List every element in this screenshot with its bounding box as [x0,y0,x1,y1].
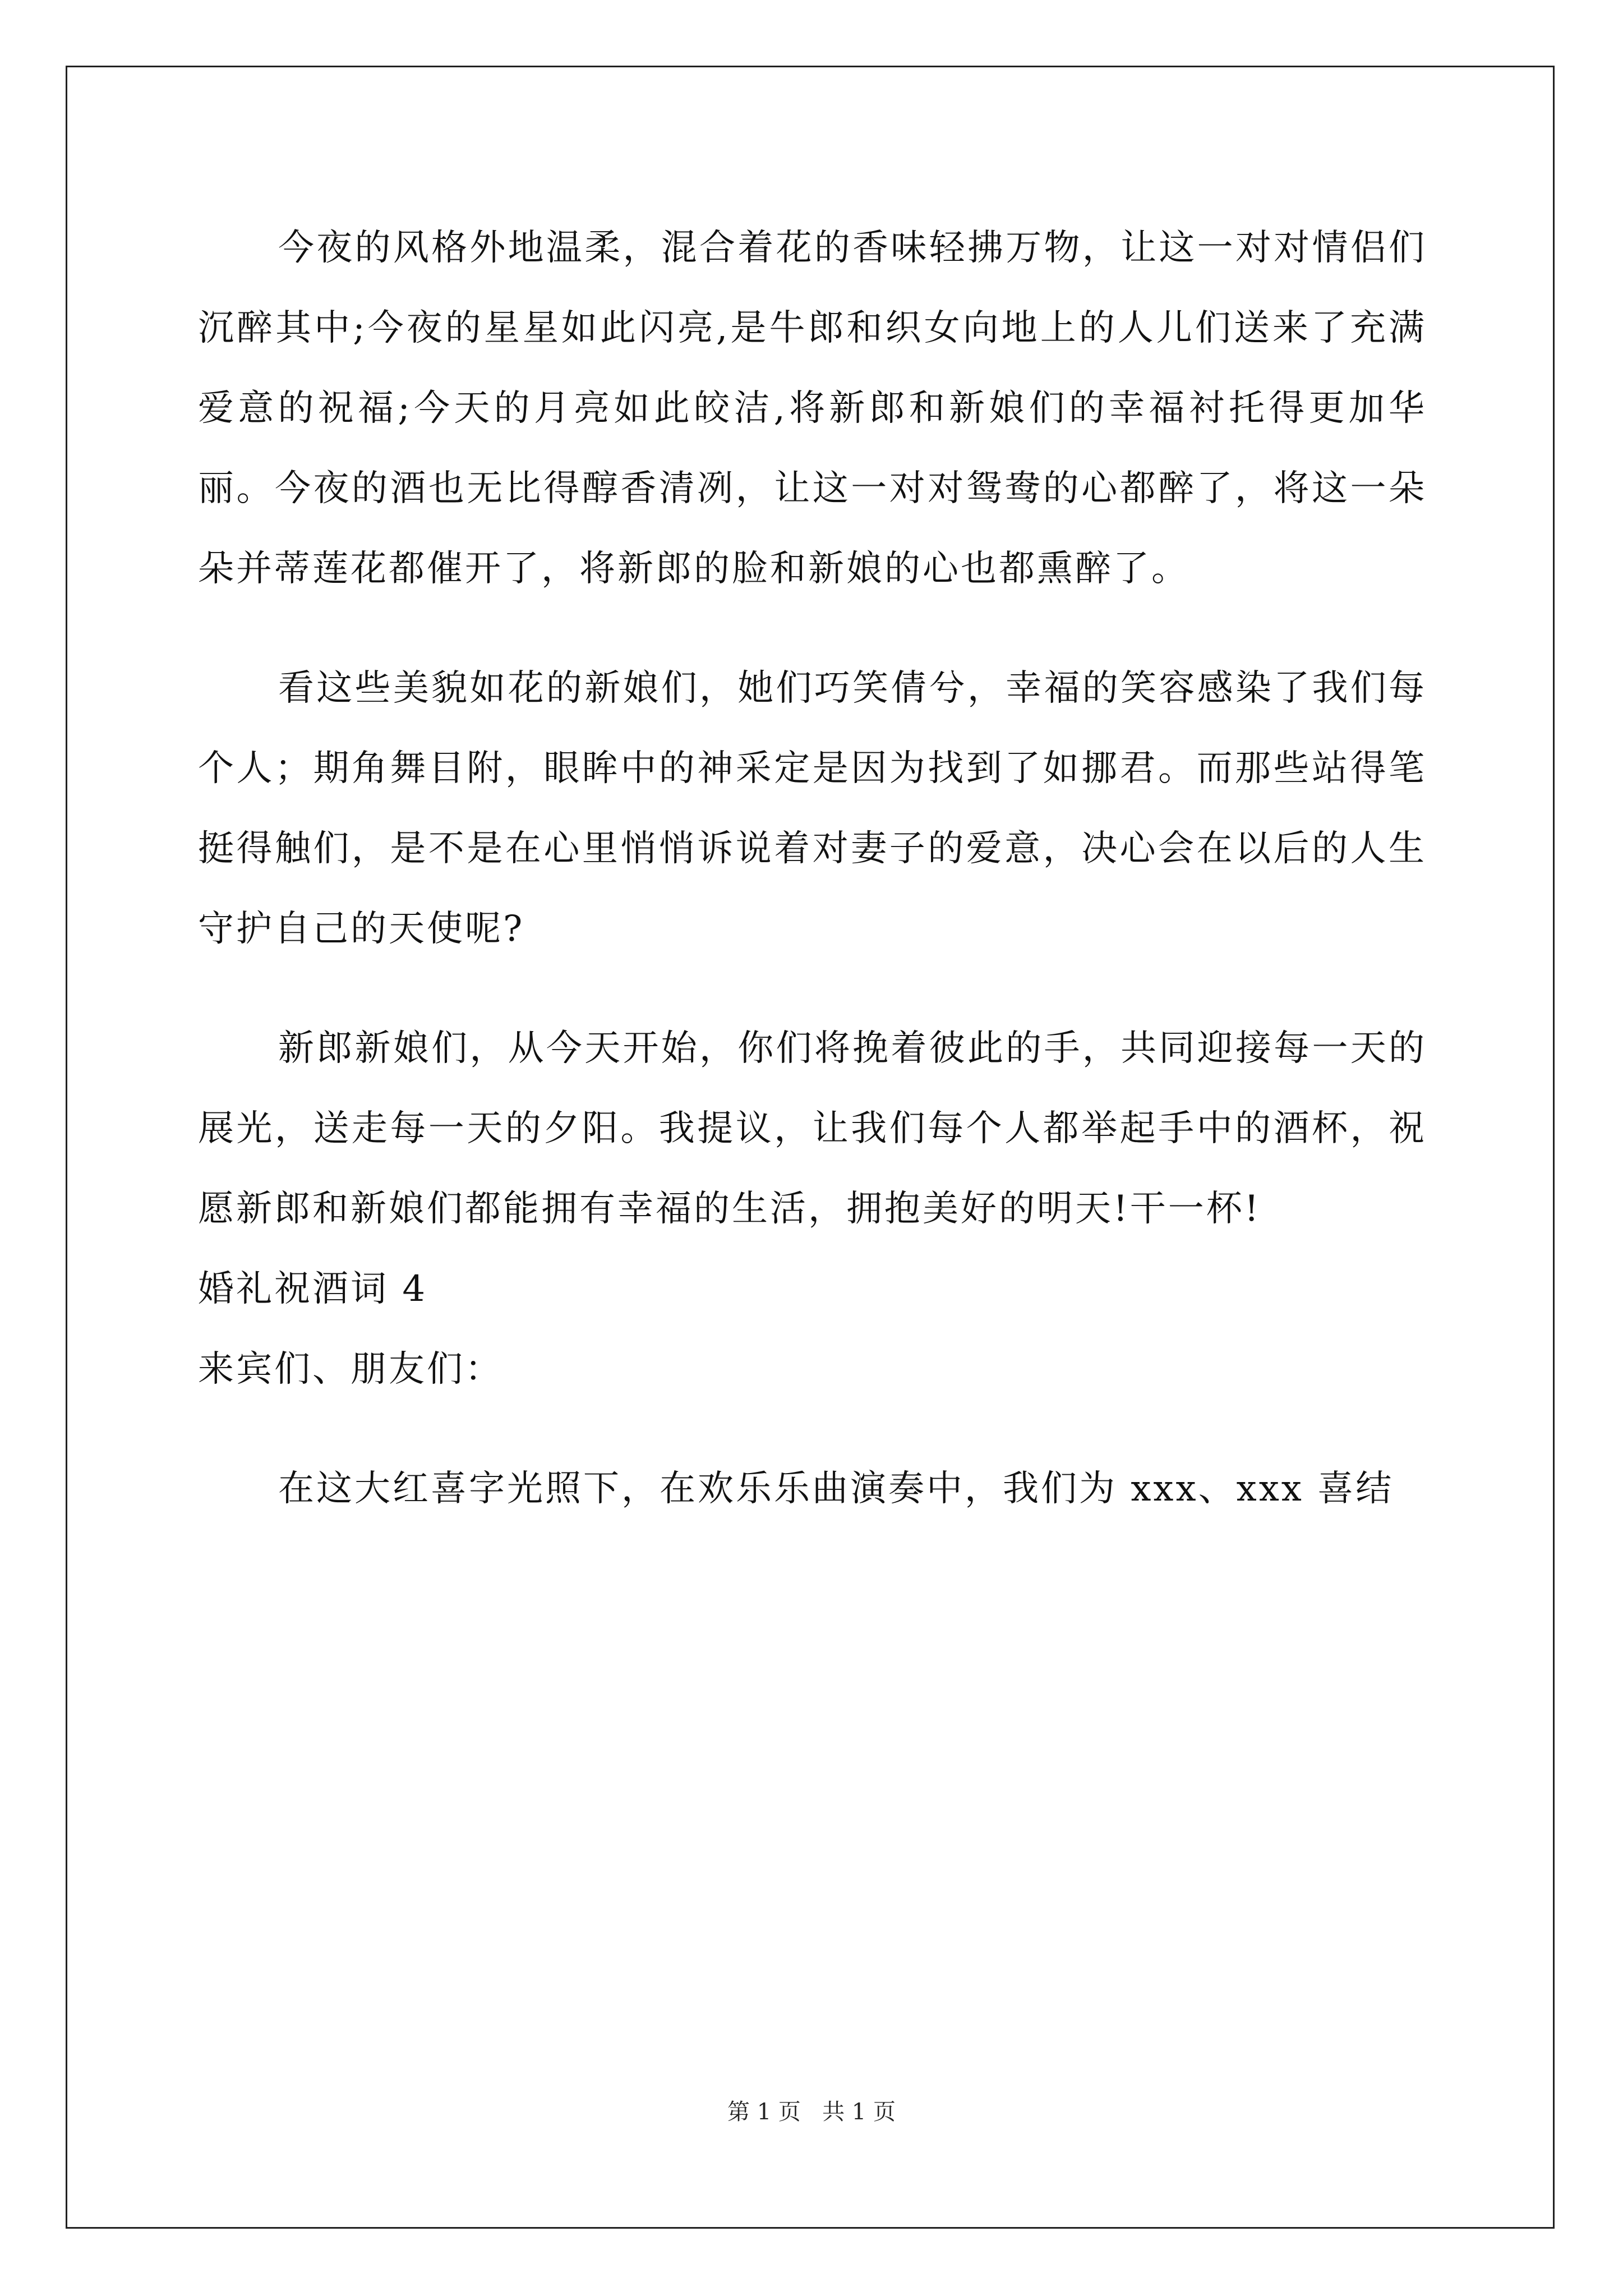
paragraph-3: 新郎新娘们，从今天开始，你们将挽着彼此的手，共同迎接每一天的展光，送走每一天的夕阳。我提议，让我们每个人都举起手中的酒杯，祝愿新郎和新娘们都能拥有幸福的生活，拥抱美好的明天!干一杯! [198,1028,1427,1230]
salutation: 来宾们、朋友们： [198,1349,503,1390]
paragraph-1: 今夜的风格外地温柔，混合着花的香味轻拂万物，让这一对对情侣们沉醉其中;今夜的星星如此闪亮,是牛郎和织女向地上的人儿们送来了充满爱意的祝福;今天的月亮如此皎洁,将新郎和新娘们的幸福衬托得更加华丽。今夜的酒也无比得醇香清冽，让这一对对鸳鸯的心都醉了，将这一朵朵并蒂莲花都催开了，将新郎的脸和新娘的心也都熏醉了。 [198,227,1427,590]
page-footer: 第 1 页 共 1 页 [727,2099,896,2125]
document-body [198,208,1427,1529]
paragraph-4: 在这大红喜字光照下，在欢乐乐曲演奏中，我们为 xxx、xxx 喜结 [278,1468,1394,1510]
section-title: 婚礼祝酒词 4 [198,1268,428,1310]
paragraph-2: 看这些美貌如花的新娘们，她们巧笑倩兮，幸福的笑容感染了我们每个人；期角舞目附，眼眸中的神采定是因为找到了如挪君。而那些站得笔挺得触们，是不是在心里悄悄诉说着对妻子的爱意，决心会在以后的人生守护自己的天使呢? [198,668,1427,950]
